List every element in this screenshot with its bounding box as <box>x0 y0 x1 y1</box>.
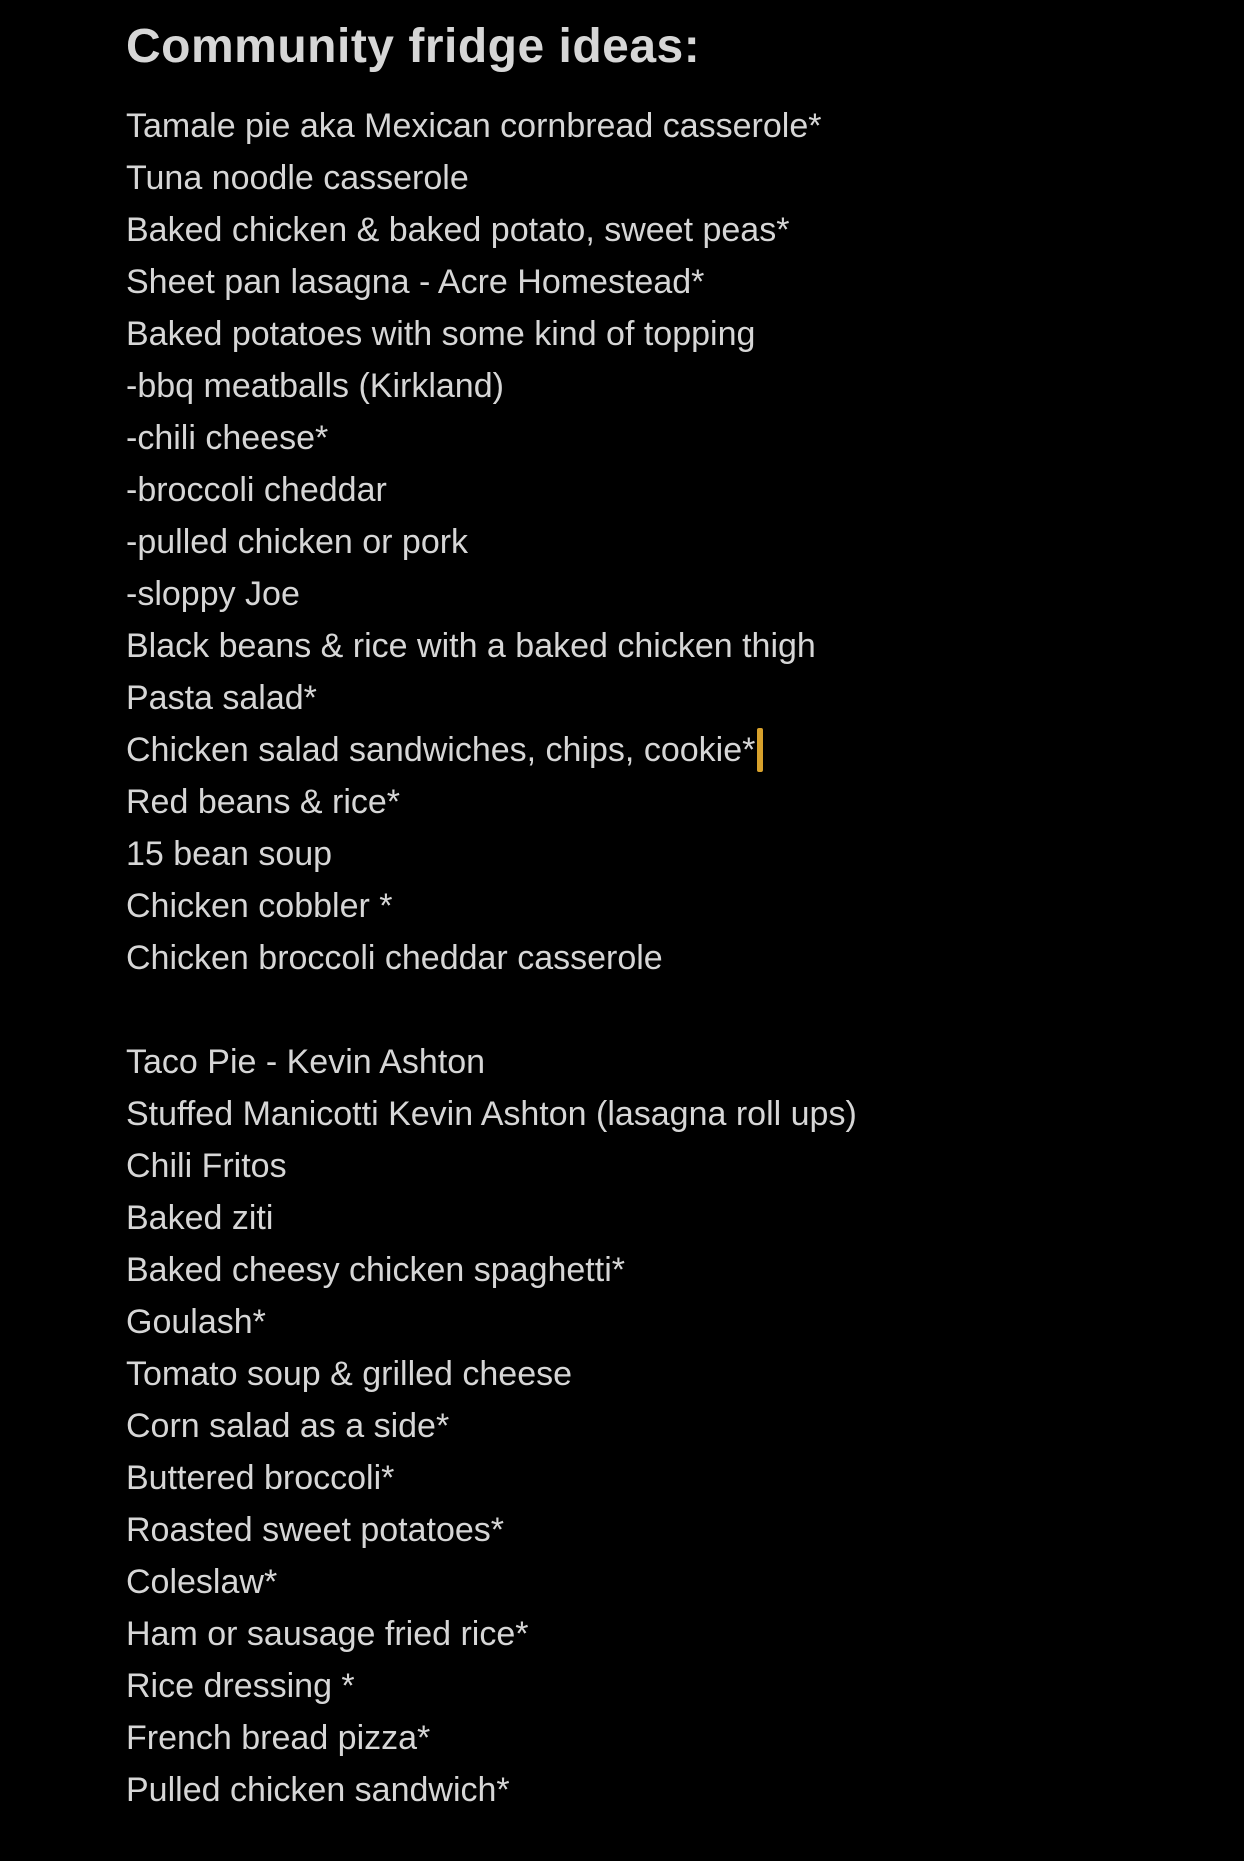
note-line[interactable]: -sloppy Joe <box>126 575 300 613</box>
note-line[interactable]: Chili Fritos <box>126 1147 287 1185</box>
note-line[interactable]: Rice dressing * <box>126 1667 355 1705</box>
note-line[interactable]: -chili cheese* <box>126 419 329 457</box>
note-line[interactable]: -pulled chicken or pork <box>126 523 469 561</box>
note-title[interactable]: Community fridge ideas: <box>126 20 701 73</box>
note-line[interactable]: Tomato soup & grilled cheese <box>126 1355 573 1393</box>
note-line[interactable]: Taco Pie - Kevin Ashton <box>126 1043 486 1081</box>
blank-line[interactable] <box>126 984 1204 1036</box>
note-line[interactable]: Corn salad as a side* <box>126 1407 450 1445</box>
note-line[interactable]: Baked cheesy chicken spaghetti* <box>126 1251 625 1289</box>
note-line[interactable]: -broccoli cheddar <box>126 471 387 509</box>
note-line[interactable]: 15 bean soup <box>126 835 333 873</box>
note-line[interactable]: Chicken cobbler * <box>126 887 393 925</box>
text-cursor <box>757 728 763 772</box>
note-line[interactable]: Baked potatoes with some kind of topping <box>126 315 756 353</box>
note-line[interactable]: -bbq meatballs (Kirkland) <box>126 367 504 405</box>
note-line[interactable]: Baked chicken & baked potato, sweet peas* <box>126 211 790 249</box>
note-line[interactable]: Red beans & rice* <box>126 783 401 821</box>
note-line[interactable]: Buttered broccoli* <box>126 1459 395 1497</box>
note-line[interactable]: Roasted sweet potatoes* <box>126 1511 505 1549</box>
note-line[interactable]: Black beans & rice with a baked chicken thigh <box>126 627 816 665</box>
note-line[interactable]: Stuffed Manicotti Kevin Ashton (lasagna roll ups) <box>126 1095 857 1133</box>
note-line[interactable]: Pulled chicken sandwich* <box>126 1771 510 1809</box>
note-line[interactable]: Baked ziti <box>126 1199 274 1237</box>
note-line[interactable]: Pasta salad* <box>126 679 317 717</box>
note-line[interactable]: Goulash* <box>126 1303 266 1341</box>
note-line[interactable]: Coleslaw* <box>126 1563 278 1601</box>
note-line[interactable]: Chicken broccoli cheddar casserole <box>126 939 663 977</box>
note-line[interactable]: Tamale pie aka Mexican cornbread casserole* <box>126 107 822 145</box>
note-line[interactable]: French bread pizza* <box>126 1719 431 1757</box>
note-line-with-cursor[interactable] <box>126 724 1204 776</box>
note-line[interactable]: Ham or sausage fried rice* <box>126 1615 529 1653</box>
note-line[interactable]: Sheet pan lasagna - Acre Homestead* <box>126 263 705 301</box>
note-line[interactable]: Tuna noodle casserole <box>126 159 469 197</box>
note-line-text: Chicken salad sandwiches, chips, cookie* <box>126 731 756 769</box>
